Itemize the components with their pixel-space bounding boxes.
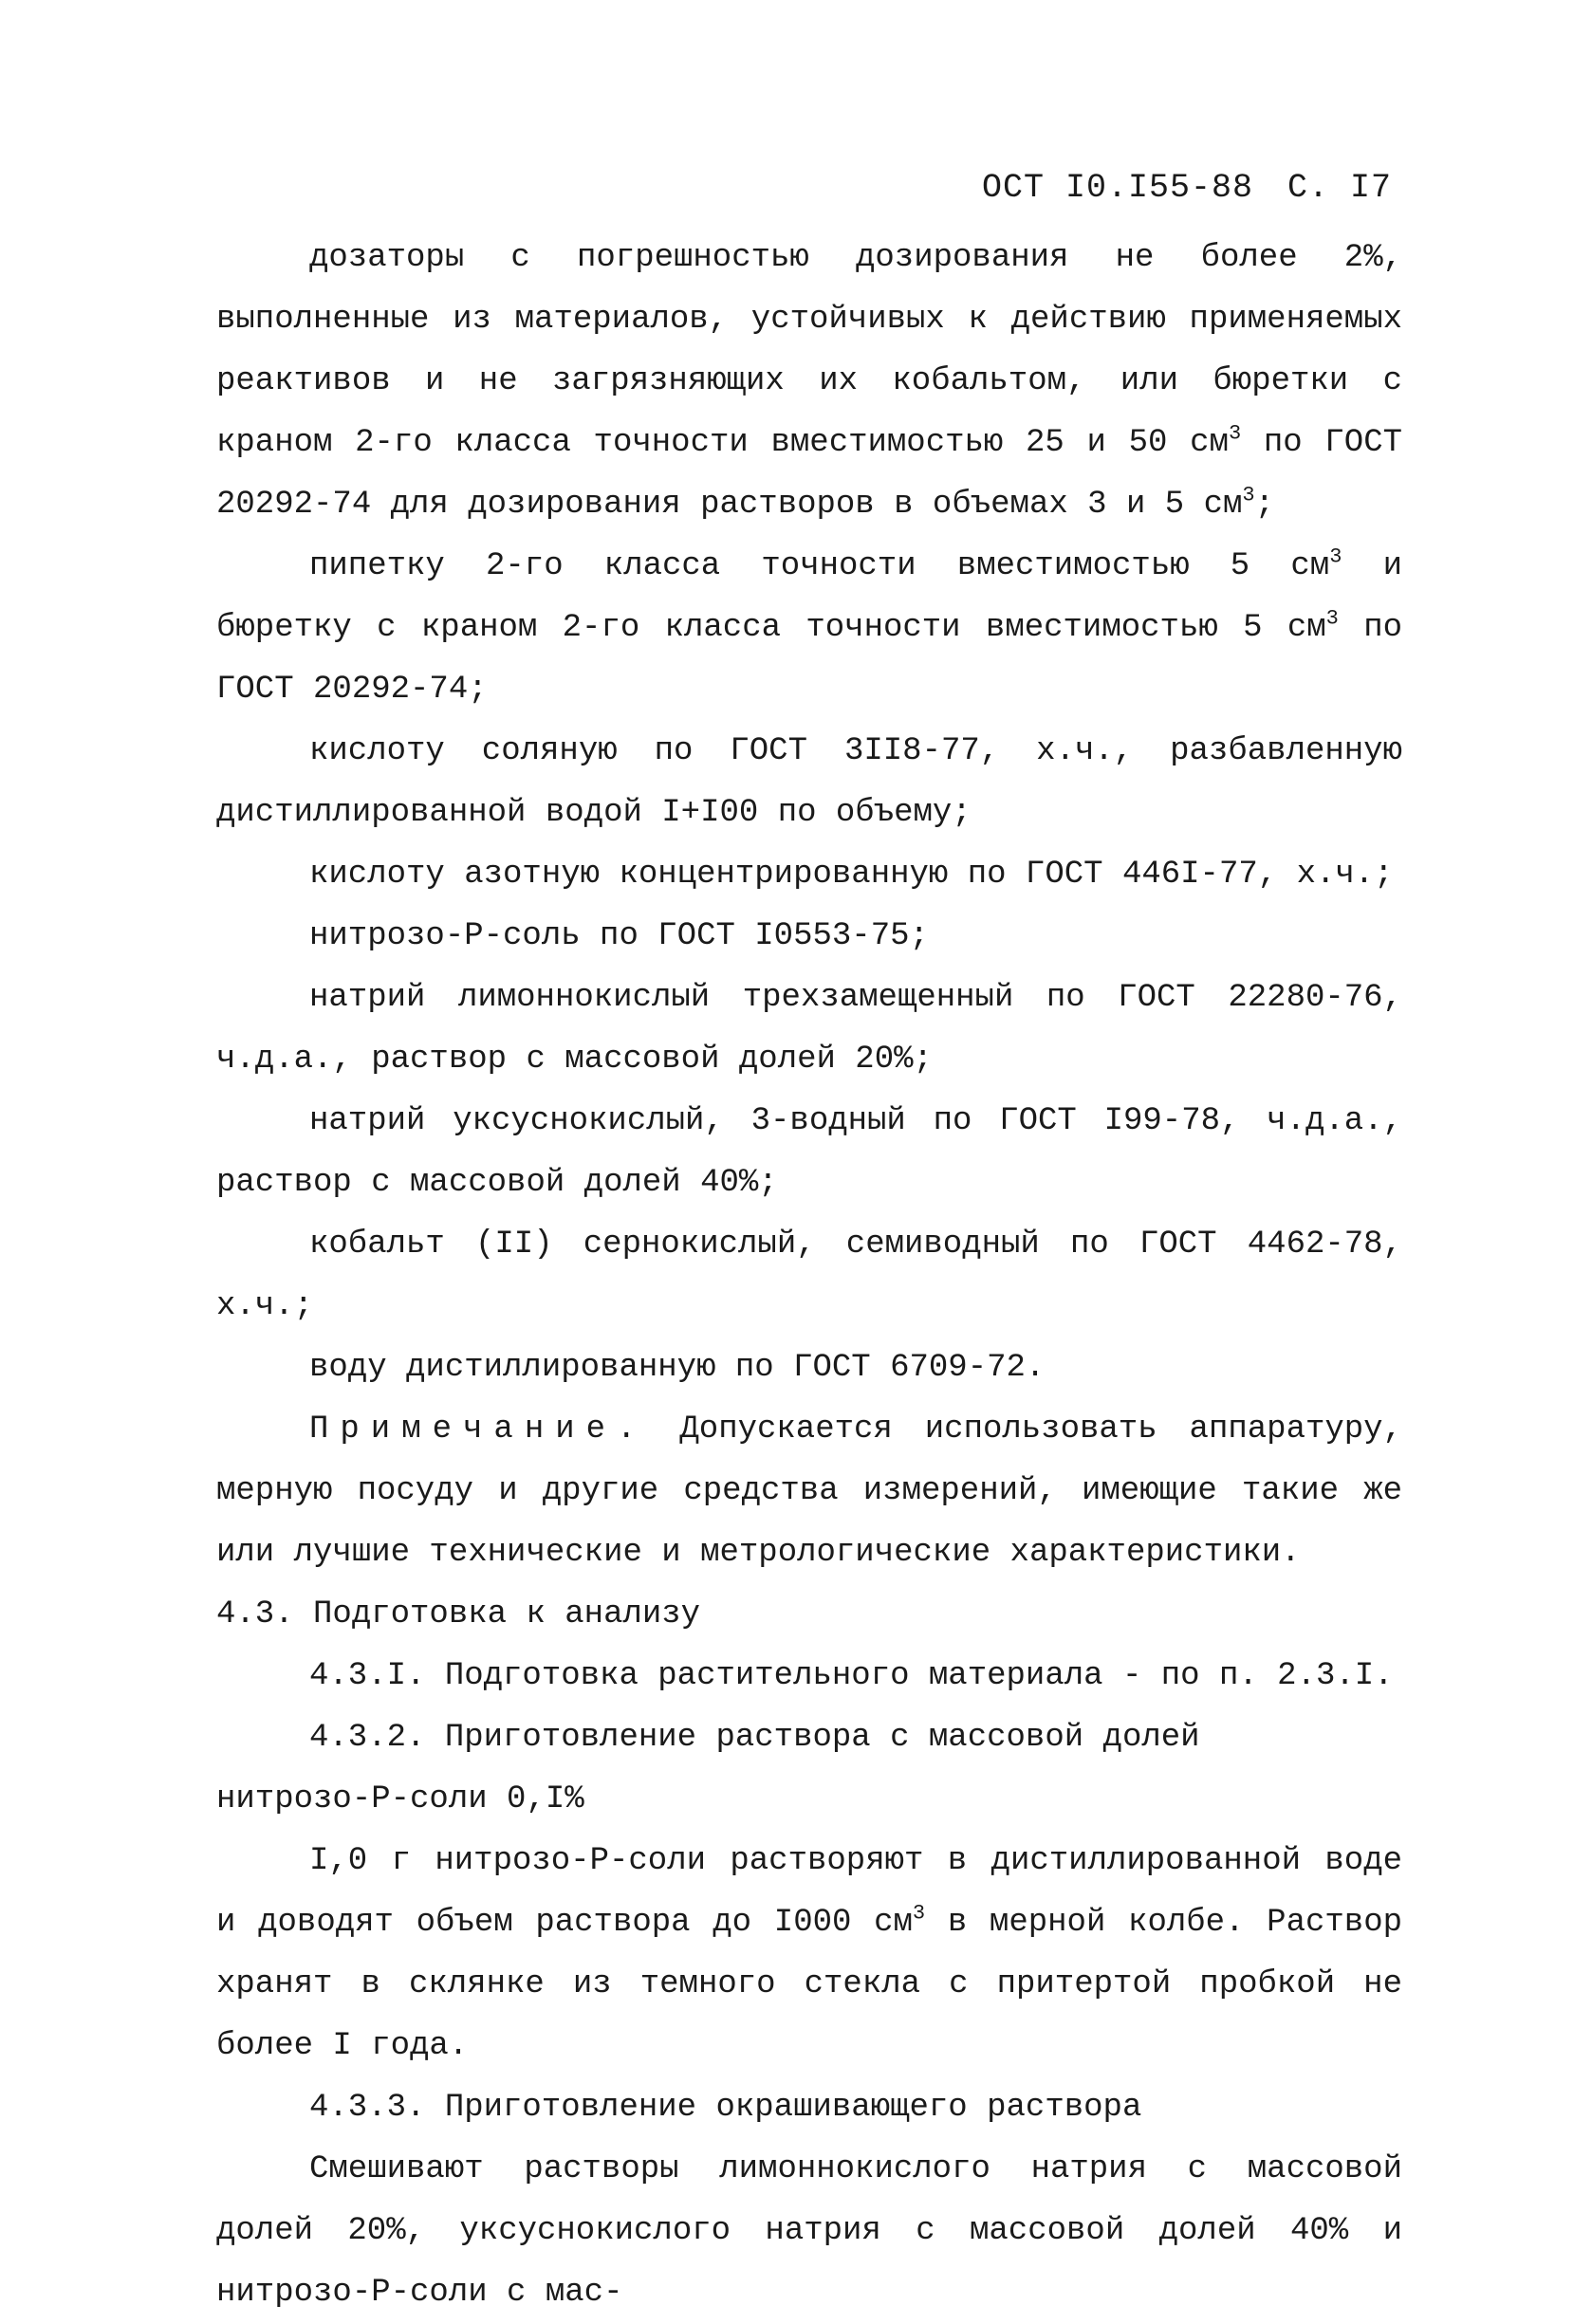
paragraph-nitroso-solution: I,0 г нитрозо-Р-соли растворяют в дистиллированной воде и доводят объем раствора до I000 $см^3$ в мерной колбе. Раствор хранят в склянке из темного стекла с притертой пробкой не более I года.	[216, 1843, 1402, 2064]
paragraph-cobalt-sulfate: кобальт (II) сернокислый, семиводный по ГОСТ 4462-78, х.ч.;	[216, 1227, 1402, 1324]
paragraph-coloring-solution: Смешивают растворы лимоннокислого натрия с массовой долей 20%, уксуснокислого натрия с массовой долей 40% и нитрозо-Р-соли с мас-	[216, 2151, 1402, 2311]
paragraph-dosing-equipment: дозаторы с погрешностью дозирования не более 2%, выполненные из материалов, устойчивых к действию применяемых реактивов и не загрязняющих их кобальтом, или бюретки с краном 2-го класса точности вместимостью 25 и 50 $см^3$ по ГОСТ 20292-74 для дозирования растворов в объемах 3 и 5 $см^3$;	[216, 240, 1402, 523]
note-text: Допускается использовать аппаратуру, мерную посуду и другие средства измерений, имеющие такие же или лучшие технические и метрологические характеристики.	[216, 1411, 1402, 1571]
note-paragraph	[216, 1399, 1402, 1584]
section-4-3-2-title: 4.3.2. Приготовление раствора с массовой долей	[309, 1720, 1200, 1756]
paragraph-sodium-citrate: натрий лимоннокислый трехзамещенный по ГОСТ 22280-76, ч.д.а., раствор с массовой долей 20%;	[216, 980, 1402, 1078]
paragraph-nitroso-r-salt: нитрозо-Р-соль по ГОСТ I0553-75;	[309, 918, 929, 954]
section-heading-4-3: 4.3. Подготовка к анализу	[216, 1596, 701, 1632]
paragraph-distilled-water: воду дистиллированную по ГОСТ 6709-72.	[309, 1350, 1046, 1386]
note-label: Примечание.	[309, 1411, 648, 1448]
document-code: ОСТ I0.I55-88	[982, 169, 1254, 207]
page-number: С. I7	[1287, 169, 1393, 207]
section-4-3-1: 4.3.I. Подготовка растительного материала - по п. 2.3.I.	[309, 1658, 1394, 1694]
page-header	[982, 169, 1426, 207]
paragraph-hydrochloric-acid: кислоту соляную по ГОСТ 3II8-77, х.ч., разбавленную дистиллированной водой I+I00 по объему;	[216, 733, 1402, 831]
paragraph-sodium-acetate: натрий уксуснокислый, 3-водный по ГОСТ I99-78, ч.д.а., раствор с массовой долей 40%;	[216, 1103, 1402, 1201]
paragraph-nitric-acid: кислоту азотную концентрированную по ГОСТ 446I-77, х.ч.;	[309, 857, 1394, 893]
section-4-3-3-title: 4.3.3. Приготовление окрашивающего раствора	[309, 2090, 1142, 2126]
section-4-3-2-subtitle: нитрозо-Р-соли 0,I%	[216, 1781, 584, 1817]
paragraph-pipette: пипетку 2-го класса точности вместимостью 5 $см^3$ и бюретку с краном 2-го класса точности вместимостью 5 $см^3$ по ГОСТ 20292-74;	[216, 544, 1403, 708]
document-body	[216, 228, 1402, 2324]
